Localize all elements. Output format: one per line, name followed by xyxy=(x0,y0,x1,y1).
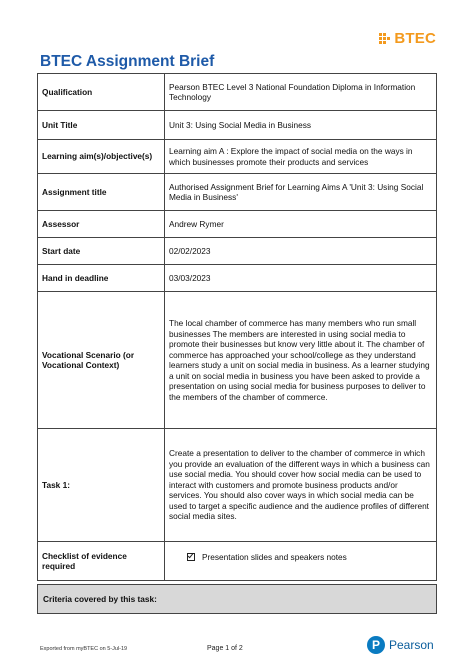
qualification-value: Pearson BTEC Level 3 National Foundation Diploma in Information Technology xyxy=(165,74,437,111)
task-row xyxy=(38,429,437,542)
deadline-row xyxy=(38,265,437,292)
start-date-value: 02/02/2023 xyxy=(165,238,437,265)
task-label: Task 1: xyxy=(38,429,165,542)
btec-logo-mark-icon xyxy=(378,31,392,47)
task-value: Create a presentation to deliver to the chamber of commerce in which you provide an evaluation of the different ways in which a business can use social media. You should cover how social media can be used to interact with customers and promote business products and/or services. You should also cover ways in which social media can be used to target a specific audience and the audience profiles of different social media sites. xyxy=(165,429,437,542)
unit-title-value: Unit 3: Using Social Media in Business xyxy=(165,111,437,140)
unit-title-row xyxy=(38,111,437,140)
checklist-value xyxy=(165,542,437,581)
deadline-label: Hand in deadline xyxy=(38,265,165,292)
pearson-logo-text: Pearson xyxy=(389,638,434,652)
start-date-label: Start date xyxy=(38,238,165,265)
pearson-logo xyxy=(367,636,434,654)
checked-box-icon xyxy=(187,553,195,561)
learning-aim-label: Learning aim(s)/objective(s) xyxy=(38,140,165,174)
scenario-value: The local chamber of commerce has many members who run small businesses The members are interested in using social media to promote their businesses but know very little about it. The chamber of commerce has approached your school/college as they understand learners study a unit on social media in business. As a learner studying a unit on social media in business you have been asked to provide a presentation on using social media for business purposes to deliver to the members of the chamber of commerce. xyxy=(165,292,437,429)
checklist-row xyxy=(38,542,437,581)
scenario-row xyxy=(38,292,437,429)
learning-aim-row xyxy=(38,140,437,174)
assessor-row xyxy=(38,211,437,238)
btec-logo-text: BTEC xyxy=(394,30,436,47)
page-title: BTEC Assignment Brief xyxy=(40,53,215,70)
assignment-title-label: Assignment title xyxy=(38,174,165,211)
criteria-row xyxy=(38,585,437,614)
learning-aim-value: Learning aim A : Explore the impact of social media on the ways in which businesses promote their products and services xyxy=(165,140,437,174)
assessor-value: Andrew Rymer xyxy=(165,211,437,238)
checklist-item-text: Presentation slides and speakers notes xyxy=(202,552,347,562)
page-number: Page 1 of 2 xyxy=(207,645,243,652)
start-date-row xyxy=(38,238,437,265)
deadline-value: 03/03/2023 xyxy=(165,265,437,292)
checklist-label: Checklist of evidence required xyxy=(38,542,165,581)
qualification-label: Qualification xyxy=(38,74,165,111)
unit-title-label: Unit Title xyxy=(38,111,165,140)
pearson-p-icon: P xyxy=(367,636,385,654)
export-note: Exported from myBTEC on 5-Jul-19 xyxy=(40,646,128,652)
assignment-title-value: Authorised Assignment Brief for Learning Aims A 'Unit 3: Using Social Media in Business' xyxy=(165,174,437,211)
qualification-row xyxy=(38,74,437,111)
scenario-label: Vocational Scenario (or Vocational Context) xyxy=(38,292,165,429)
checklist-item xyxy=(187,552,432,563)
assignment-brief-table xyxy=(37,73,437,581)
criteria-label: Criteria covered by this task: xyxy=(38,585,437,614)
assignment-title-row xyxy=(38,174,437,211)
assessor-label: Assessor xyxy=(38,211,165,238)
btec-logo xyxy=(378,30,436,47)
criteria-table xyxy=(37,584,437,614)
